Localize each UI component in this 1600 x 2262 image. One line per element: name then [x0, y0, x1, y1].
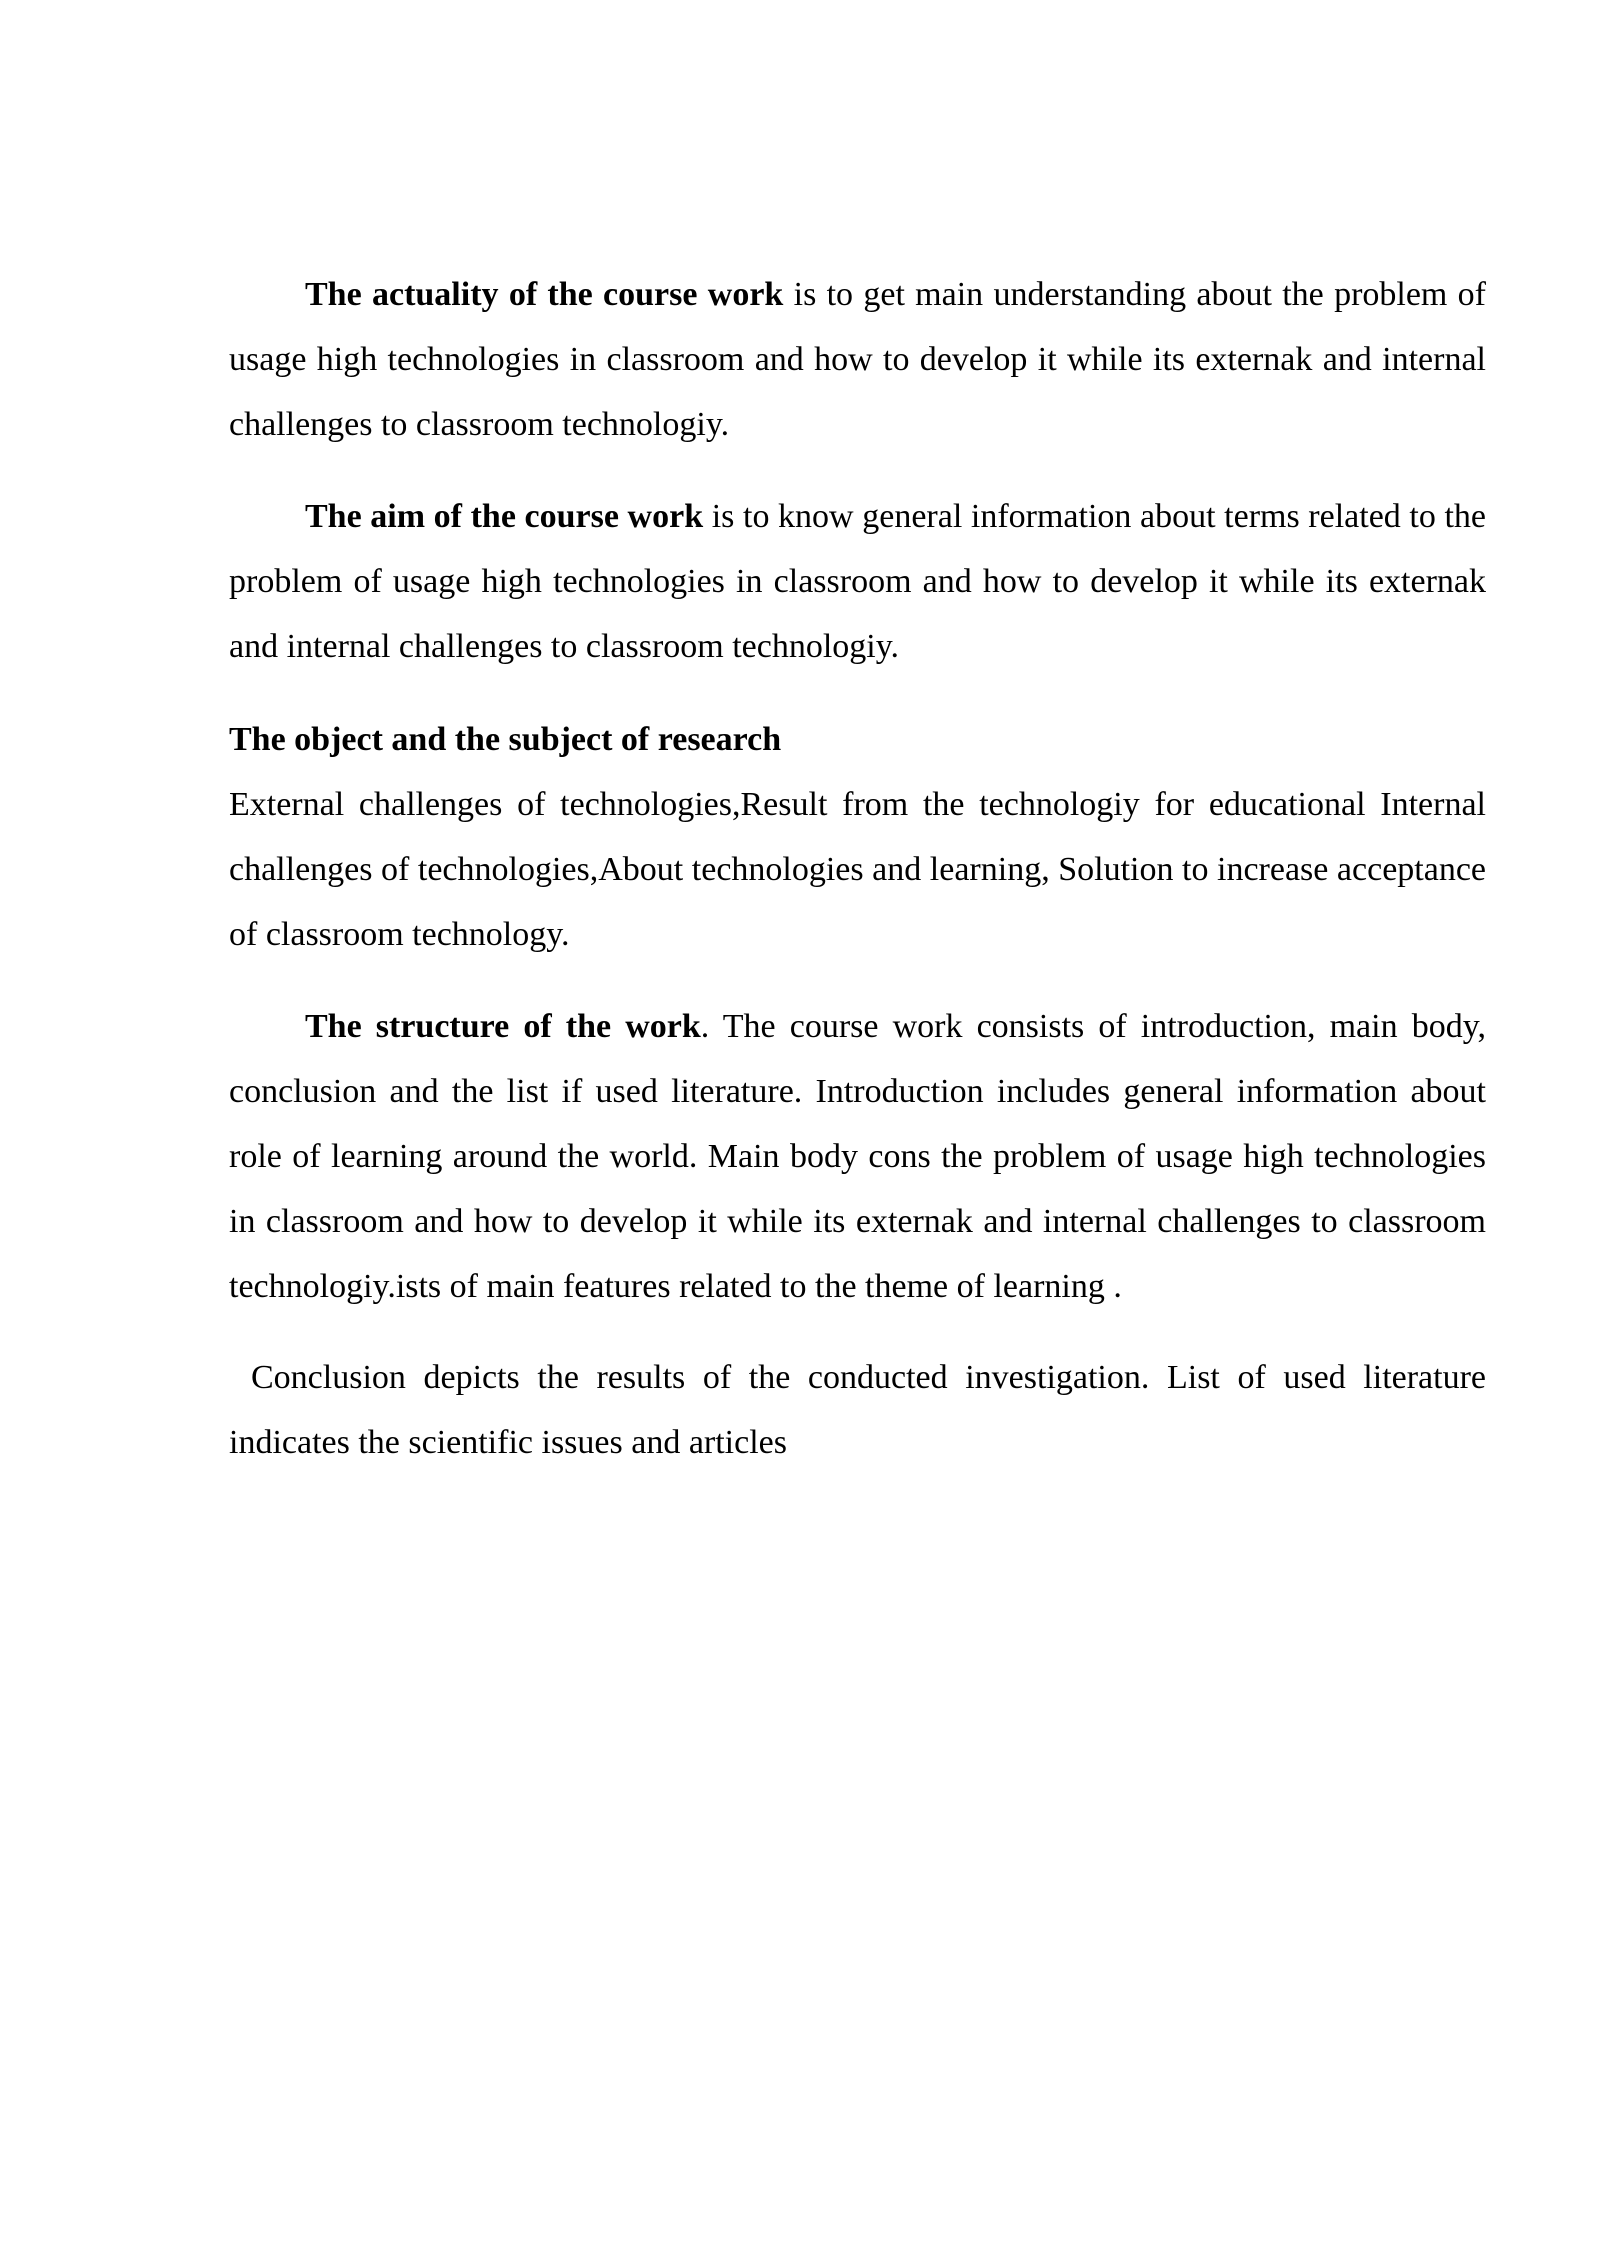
structure-text: . The course work consists of introduction, main body, conclusion and the list if used literature. Introduction includes general information about role of learning around the world. Main body cons the problem of usage high technologies in classroom and how to develop it while its externak and internal challenges to classroom technologiy.ists of main features related to the theme of learning . [229, 1008, 1486, 1305]
aim-heading: The aim of the course work [305, 498, 704, 535]
actuality-paragraph [229, 262, 1486, 457]
object-subject-heading: The object and the subject of research [229, 721, 782, 758]
structure-heading: The structure of the work [305, 1008, 701, 1045]
conclusion-paragraph: Conclusion depicts the results of the conducted investigation. List of used literature indicates the scientific issues and articles [229, 1359, 1486, 1461]
document-page [229, 262, 1486, 1475]
aim-paragraph [229, 484, 1486, 679]
object-subject-paragraph: External challenges of technologies,Result from the technologiy for educational Internal challenges of technologies,About technologies and learning, Solution to increase acceptance of classroom technology. [229, 786, 1486, 953]
actuality-text: is to get main understanding about the problem of usage high technologies in classroom and how to develop it while its externak and internal challenges to classroom technologiy. [229, 276, 1486, 443]
actuality-heading: The actuality of the course work [305, 276, 784, 313]
structure-paragraph [229, 994, 1486, 1319]
aim-text: is to know general information about terms related to the problem of usage high technologies in classroom and how to develop it while its externak and internal challenges to classroom technologiy. [229, 498, 1486, 665]
